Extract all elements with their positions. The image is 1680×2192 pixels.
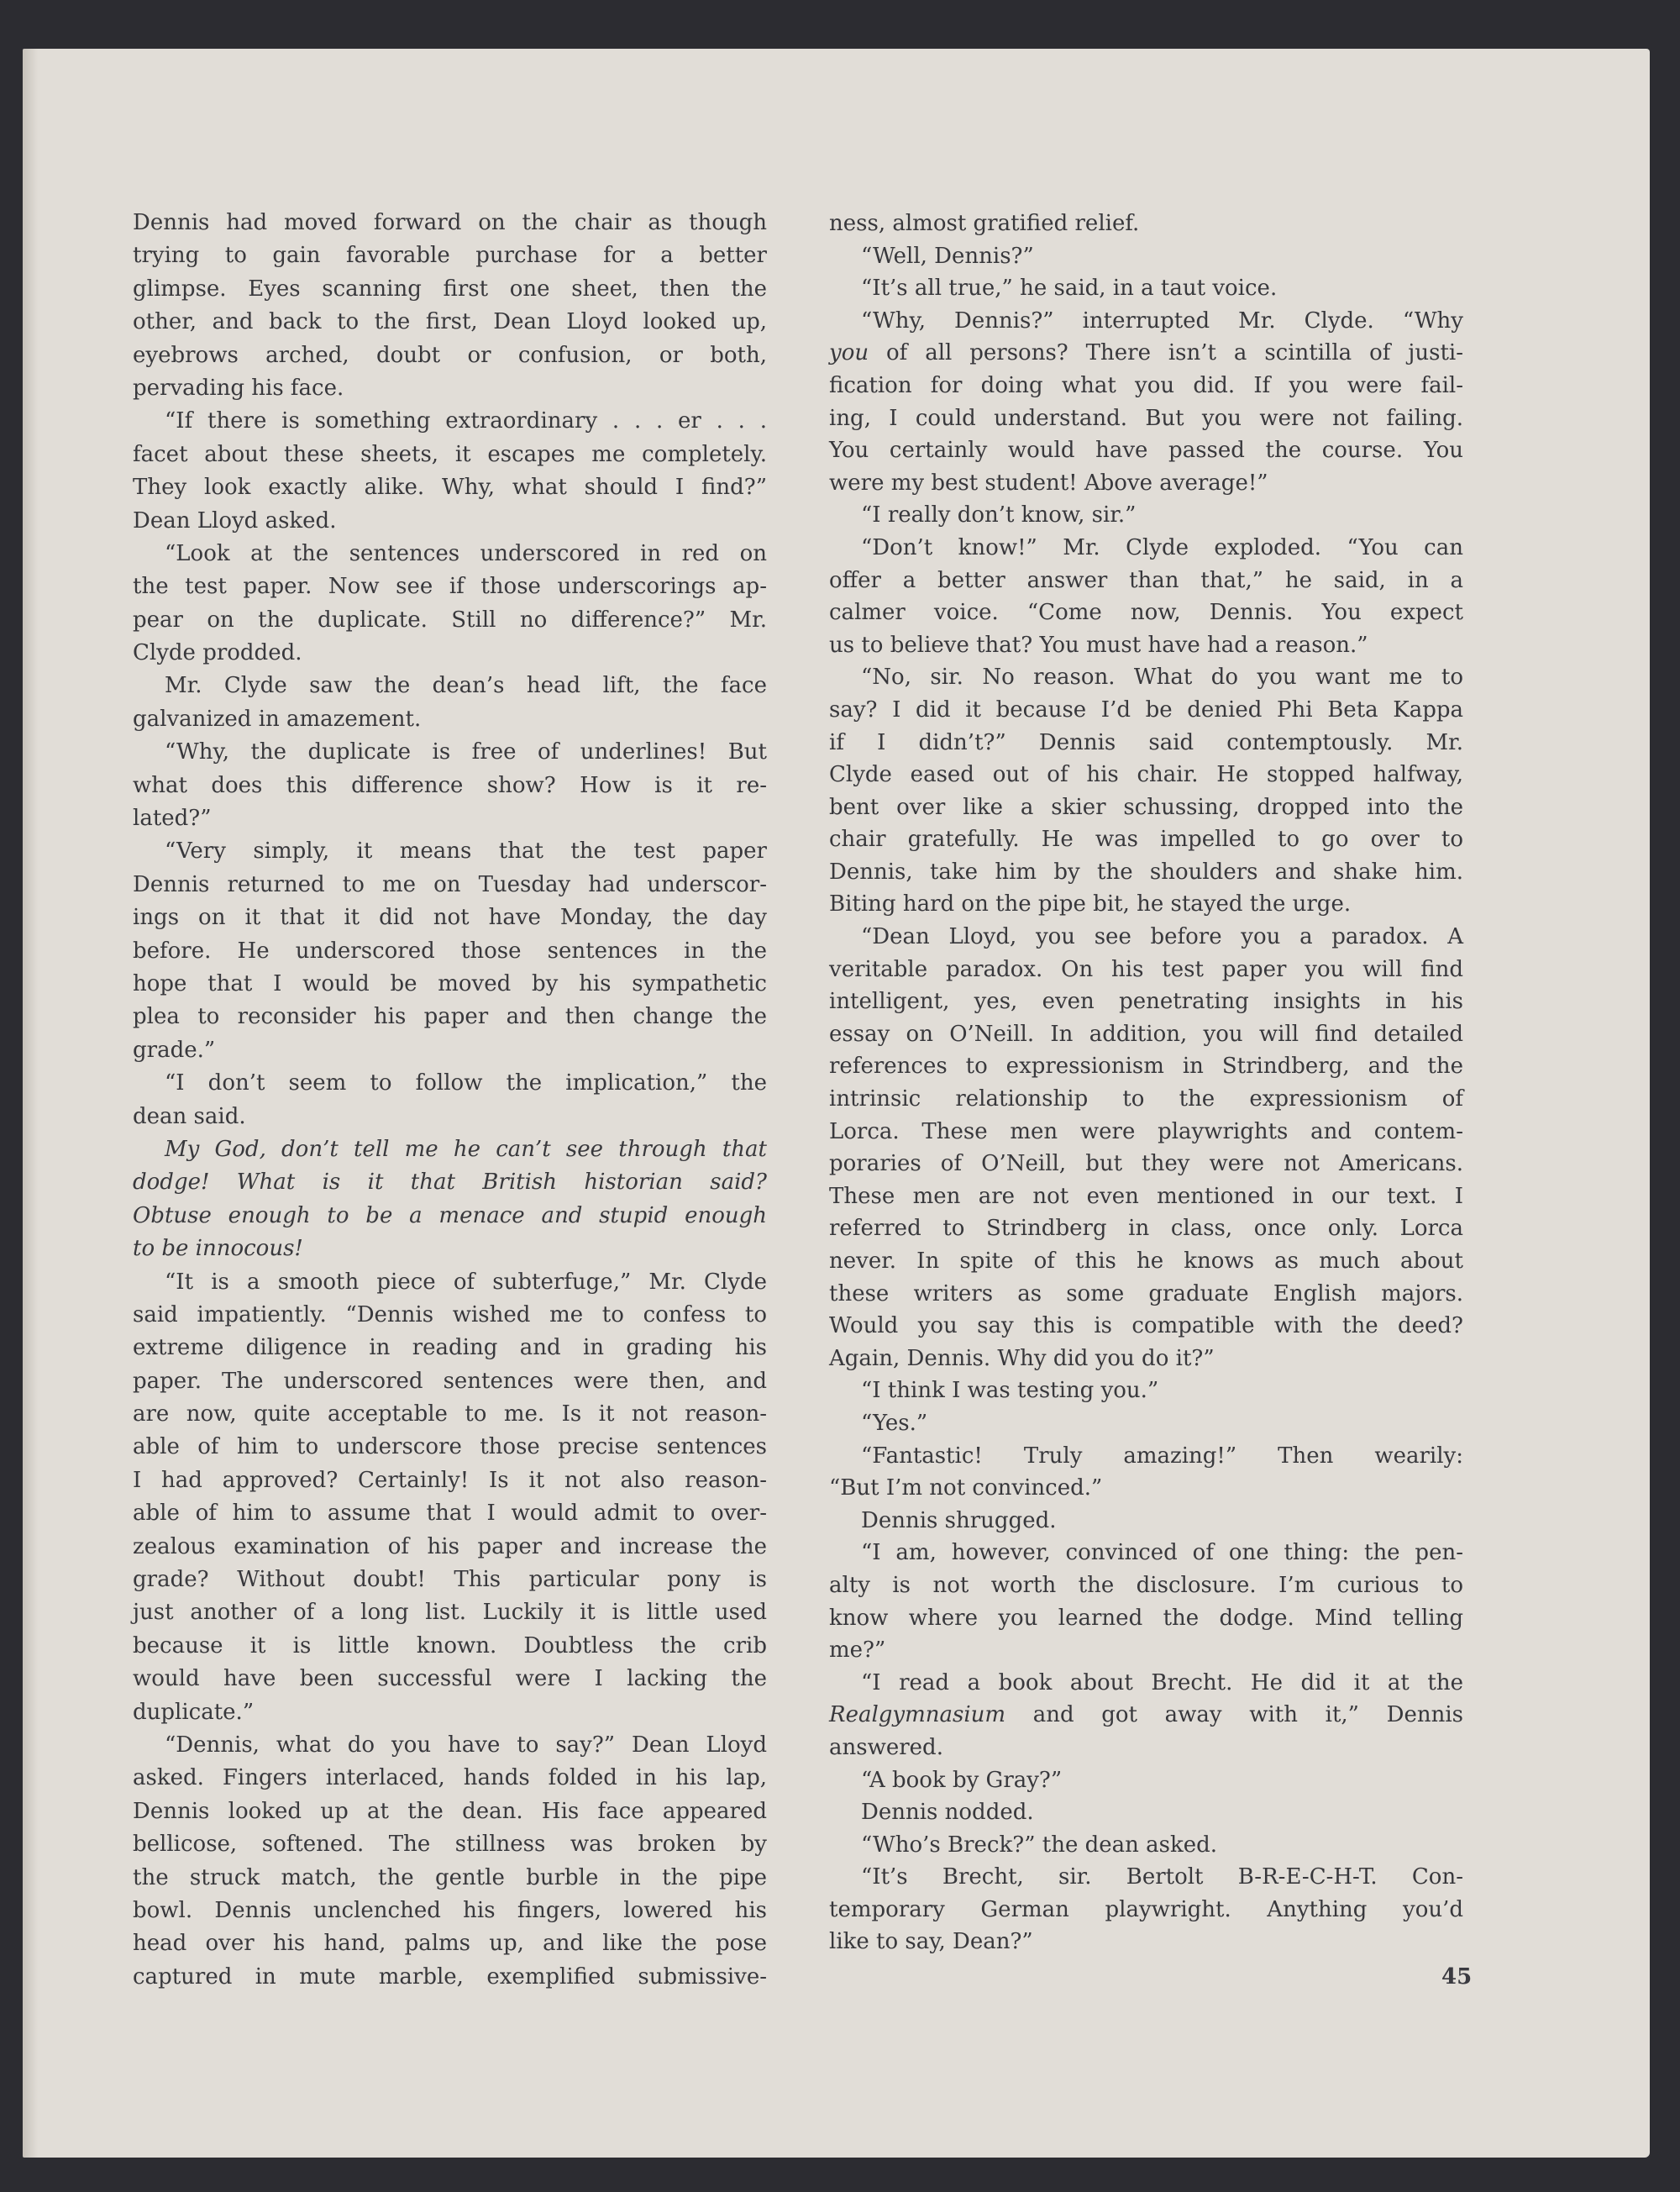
text-line: ings on it that it did not have Monday, the day (133, 905, 767, 931)
text-line: able of him to underscore those precise sentences (133, 1434, 767, 1460)
text-line: able of him to assume that I would admit to over- (133, 1501, 767, 1527)
text-line: duplicate.” (133, 1699, 255, 1725)
text-line: extreme diligence in reading and in grading his (133, 1335, 767, 1361)
text-line: “Fantastic! Truly amazing!” Then wearily: (861, 1443, 1463, 1469)
paragraph (829, 1796, 1463, 1829)
text-line: pear on the duplicate. Still no difference?” Mr. (133, 607, 767, 633)
text-line: Clyde prodded. (133, 640, 302, 666)
text-line: “Well, Dennis?” (861, 243, 1034, 269)
text-line: glimpse. Eyes scanning first one sheet, then the (133, 276, 767, 302)
paragraph (133, 207, 767, 405)
paragraph (829, 661, 1463, 921)
text-line: Dean Lloyd asked. (133, 507, 337, 534)
text-line: “Very simply, it means that the test paper (165, 838, 767, 865)
text-line: “I think I was testing you.” (861, 1378, 1159, 1404)
text-line: the test paper. Now see if those underscorings ap- (133, 574, 767, 600)
text-span: and got away with it,” Dennis (1005, 1702, 1463, 1728)
text-line: “If there is something extraordinary . . . er . . . (165, 408, 767, 434)
text-line: say? I did it because I’d be denied Phi Beta Kappa (829, 696, 1463, 723)
text-line: “It’s all true,” he said, in a taut voice. (861, 276, 1278, 302)
text-line: Dennis looked up at the dean. His face appeared (133, 1798, 767, 1824)
paragraph (829, 921, 1463, 1375)
text-line: referred to Strindberg in class, once only. Lorca (829, 1216, 1463, 1242)
text-span: of all persons? There isn’t a scintilla of justi- (869, 340, 1463, 366)
paragraph (829, 1537, 1463, 1666)
text-line: ness, almost gratified relief. (829, 211, 1140, 236)
text-line: bellicose, softened. The stillness was broken by (133, 1832, 767, 1858)
text-line: facet about these sheets, it escapes me completely. (133, 441, 767, 467)
text-line: these writers as some graduate English majors. (829, 1280, 1463, 1306)
text-line: other, and back to the first, Dean Lloyd looked up, (133, 309, 767, 335)
text-line: essay on O’Neill. In addition, you will find detailed (829, 1021, 1463, 1047)
text-line: just another of a long list. Luckily it is little used (133, 1600, 767, 1626)
paragraph (829, 208, 1463, 240)
text-line: “I really don’t know, sir.” (861, 502, 1137, 528)
text-line: calmer voice. “Come now, Dennis. You expect (829, 600, 1463, 626)
text-line: Again, Dennis. Why did you do it?” (829, 1345, 1215, 1371)
text-line: eyebrows arched, doubt or confusion, or both, (133, 342, 767, 368)
paragraph (133, 1266, 767, 1729)
paragraph (829, 532, 1463, 661)
text-line: know where you learned the dodge. Mind telling (829, 1605, 1463, 1631)
paragraph (133, 736, 767, 835)
text-line (829, 337, 1463, 370)
text-line: galvanized in amazement. (133, 706, 422, 732)
text-line: to be innocous! (133, 1236, 303, 1262)
text-line: what does this difference show? How is it re- (133, 772, 767, 798)
paragraph (829, 1861, 1463, 1958)
paragraph (133, 835, 767, 1067)
paragraph (829, 1764, 1463, 1797)
text-line: because it is little known. Doubtless the crib (133, 1632, 767, 1658)
page-number: 45 (1441, 1964, 1473, 1990)
text-line: asked. Fingers interlaced, hands folded in his lap, (133, 1765, 767, 1791)
text-line: bent over like a skier schussing, dropped into the (829, 794, 1463, 820)
text-line: “Yes.” (861, 1410, 928, 1436)
text-line: “Why, the duplicate is free of underlines! But (165, 739, 767, 765)
text-line: said impatiently. “Dennis wished me to confess to (133, 1301, 767, 1327)
text-line: chair gratefully. He was impelled to go over to (829, 827, 1463, 853)
text-line: me?” (829, 1637, 886, 1664)
paragraph (133, 1729, 767, 1994)
italic-text: you (829, 340, 869, 366)
text-line: pervading his face. (133, 375, 344, 401)
text-line: us to believe that? You must have had a reason.” (829, 632, 1368, 658)
paragraph (133, 1067, 767, 1133)
text-line: “Look at the sentences underscored in red on (165, 540, 767, 566)
text-line: Clyde eased out of his chair. He stopped halfway, (829, 762, 1463, 788)
paragraph (829, 1829, 1463, 1862)
text-line: “Dean Lloyd, you see before you a paradox. A (861, 924, 1463, 950)
paragraph (829, 1667, 1463, 1764)
italic-text: Realgymnasium (829, 1702, 1006, 1728)
paragraph (133, 1133, 767, 1266)
text-line: “It is a smooth piece of subterfuge,” Mr. Clyde (165, 1269, 767, 1295)
text-line: My God, don’t tell me he can’t see through that (165, 1136, 767, 1162)
text-column-right (829, 208, 1463, 1958)
text-line: never. In spite of this he knows as much about (829, 1248, 1463, 1274)
text-line: were my best student! Above average!” (829, 470, 1268, 496)
text-line: intrinsic relationship to the expressionism of (829, 1086, 1463, 1112)
text-line: Dennis returned to me on Tuesday had underscor- (133, 871, 767, 897)
text-line: head over his hand, palms up, and like the pose (133, 1931, 767, 1957)
text-line: Dennis shrugged. (861, 1507, 1057, 1533)
text-line: intelligent, yes, even penetrating insights in his (829, 989, 1463, 1015)
text-line: dean said. (133, 1103, 246, 1129)
text-line: before. He underscored those sentences in the (133, 938, 767, 964)
text-line: They look exactly alike. Why, what should I find?” (133, 475, 767, 501)
text-line: like to say, Dean?” (829, 1929, 1033, 1955)
text-line: “Who’s Breck?” the dean asked. (861, 1832, 1218, 1858)
text-line: if I didn’t?” Dennis said contemptously. Mr. (829, 729, 1463, 755)
text-line: trying to gain favorable purchase for a better (133, 243, 767, 269)
text-line: I had approved? Certainly! Is it not also reason- (133, 1467, 767, 1493)
text-line: “But I’m not convinced.” (829, 1475, 1103, 1501)
text-line: grade.” (133, 1037, 216, 1063)
text-line: would have been successful were I lacking the (133, 1666, 767, 1692)
text-line: Biting hard on the pipe bit, he stayed the urge. (829, 891, 1352, 917)
text-line: “No, sir. No reason. What do you want me to (861, 665, 1463, 691)
text-line: offer a better answer than that,” he said, in a (829, 567, 1463, 593)
text-line: “Dennis, what do you have to say?” Dean Lloyd (165, 1732, 767, 1758)
text-line: the struck match, the gentle burble in the pipe (133, 1864, 767, 1890)
text-line: plea to reconsider his paper and then change the (133, 1004, 767, 1030)
paragraph (829, 1407, 1463, 1440)
text-line: These men are not even mentioned in our text. I (829, 1183, 1463, 1209)
text-line: alty is not worth the disclosure. I’m curious to (829, 1572, 1463, 1598)
paragraph (829, 1505, 1463, 1538)
paragraph (829, 499, 1463, 532)
text-line: temporary German playwright. Anything you’d (829, 1896, 1463, 1922)
text-line: are now, quite acceptable to me. Is it not reason- (133, 1401, 767, 1427)
text-line: ing, I could understand. But you were not failing. (829, 405, 1463, 431)
text-line: bowl. Dennis unclenched his fingers, lowered his (133, 1897, 767, 1923)
text-line: poraries of O’Neill, but they were not Americans. (829, 1151, 1463, 1177)
text-line: paper. The underscored sentences were then, and (133, 1368, 767, 1394)
text-line: zealous examination of his paper and increase the (133, 1533, 767, 1559)
text-line: You certainly would have passed the course. You (829, 438, 1463, 464)
page-gutter-shadow (23, 49, 38, 2158)
paragraph (829, 1440, 1463, 1505)
text-line: Dennis nodded. (861, 1800, 1034, 1826)
text-line: “A book by Gray?” (861, 1767, 1063, 1793)
text-line: lated?” (133, 806, 212, 832)
text-line: answered. (829, 1734, 943, 1760)
text-line: references to expressionism in Strindberg, and the (829, 1054, 1463, 1080)
paragraph (133, 538, 767, 670)
text-line: captured in mute marble, exemplified submissive- (133, 1963, 767, 1990)
text-line: fication for doing what you did. If you were fail- (829, 372, 1463, 398)
text-line: “I don’t seem to follow the implication,” the (165, 1070, 767, 1096)
text-line (829, 1699, 1463, 1732)
text-line: Obtuse enough to be a menace and stupid enough (133, 1202, 767, 1228)
text-line: hope that I would be moved by his sympathetic (133, 970, 767, 996)
paragraph (133, 670, 767, 736)
text-line: grade? Without doubt! This particular pony is (133, 1567, 767, 1593)
text-line: veritable paradox. On his test paper you will find (829, 956, 1463, 982)
text-line: “I read a book about Brecht. He did it at the (861, 1669, 1463, 1695)
paragraph (133, 405, 767, 538)
paragraph (829, 305, 1463, 500)
text-line: Would you say this is compatible with the deed? (829, 1313, 1463, 1339)
paragraph (829, 240, 1463, 273)
text-column-left (133, 207, 767, 1994)
text-line: Dennis had moved forward on the chair as though (133, 210, 767, 235)
text-line: “Don’t know!” Mr. Clyde exploded. “You can (861, 534, 1463, 560)
text-line: dodge! What is it that British historian said? (133, 1170, 767, 1196)
text-line: “I am, however, convinced of one thing: the pen- (861, 1540, 1463, 1566)
text-line: “It’s Brecht, sir. Bertolt B-R-E-C-H-T. Con- (861, 1864, 1463, 1890)
paragraph (829, 272, 1463, 305)
paragraph (829, 1375, 1463, 1407)
text-line: Dennis, take him by the shoulders and shake him. (829, 859, 1463, 885)
text-line: Lorca. These men were playwrights and contem- (829, 1118, 1463, 1144)
text-line: “Why, Dennis?” interrupted Mr. Clyde. “Why (861, 308, 1463, 334)
text-line: Mr. Clyde saw the dean’s head lift, the face (165, 673, 767, 699)
